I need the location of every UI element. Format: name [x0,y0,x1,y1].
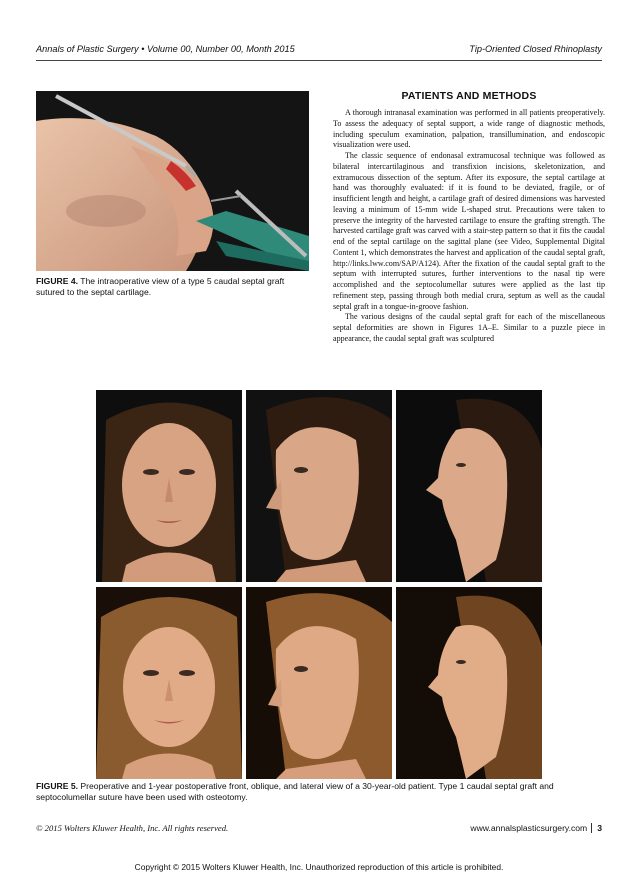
running-title: Tip-Oriented Closed Rhinoplasty [469,44,602,54]
journal-url[interactable]: www.annalsplasticsurgery.com [470,823,588,833]
preop-lateral-photo [396,390,542,582]
preop-front-photo [96,390,242,582]
header-rule [36,60,602,61]
footer-right [470,823,602,833]
postop-oblique-photo [246,587,392,779]
figure-4-caption [36,276,312,298]
section-title: PATIENTS AND METHODS [401,90,537,102]
running-header [36,44,602,58]
figure-5-caption [36,781,606,803]
page-number: 3 [591,823,602,833]
section-body [333,108,605,345]
postop-lateral-photo [396,587,542,779]
paragraph-3: The various designs of the caudal septal graft for each of the miscellaneous septal deformities are shown in Figures 1A–E. Similar to a puzzle piece in appearance, the caudal septal graft was sculptured [333,312,605,343]
figure-4-photo [36,91,309,271]
paragraph-2: The classic sequence of endonasal extramucosal technique was followed as bilateral intercartilaginous and transfixion incisions, skeletonization, and extramucous dissection of the septum. After its exposure, the septal cartilage at hand was thoroughly evaluated: if it is found to be deviated, fragile, or of insufficient length and height, a cartilage graft of desired dimensions was harvested leaving a minimum of 15-mm wide L-shaped strut. Precautions were taken to preserve the integrity of the harvested cartilage to ensure the grafting strength. The harvested cartilage graft was carved with a stair-step pattern so that it fits the caudal end of the septal cartilage on the sagittal plane (see Video, Supplemental Digital Content 1, which demonstrates the harvest and application of the caudal septal graft, http://links.lww.com/SAP/A124). After the fixation of the caudal septal graft to the septum with interrupted sutures, further interventions to the nasal tip were accomplished and the septocolumellar sutures were applied as the last tip refinement step, passing through both medial crura, septum as well as the caudal septal graft in a tongue-in-groove fashion. [333,151,605,311]
figure-4-caption-text: The intraoperative view of a type 5 caudal septal graft sutured to the septal cartilage. [36,276,285,297]
preop-oblique-photo [246,390,392,582]
footer-copyright: © 2015 Wolters Kluwer Health, Inc. All rights reserved. [36,823,229,833]
figure-5-label: FIGURE 5. [36,781,79,791]
journal-citation: Annals of Plastic Surgery • Volume 00, Number 00, Month 2015 [36,44,295,54]
figure-5-caption-text: Preoperative and 1-year postoperative front, oblique, and lateral view of a 30-year-old patient. Type 1 caudal septal graft and septocolumellar suture have been used with osteotomy. [36,781,554,802]
figure-4-label: FIGURE 4. [36,276,79,286]
copyright-notice: Copyright © 2015 Wolters Kluwer Health, Inc. Unauthorized reproduction of this article is prohibited. [134,862,504,872]
paragraph-1: A thorough intranasal examination was performed in all patients preoperatively. To assess the adequacy of septal support, a wide range of diagnostic methods, including speculum examination, palpation, transillumination, and endoscopic visualization were used. [333,108,605,150]
postop-front-photo [96,587,242,779]
